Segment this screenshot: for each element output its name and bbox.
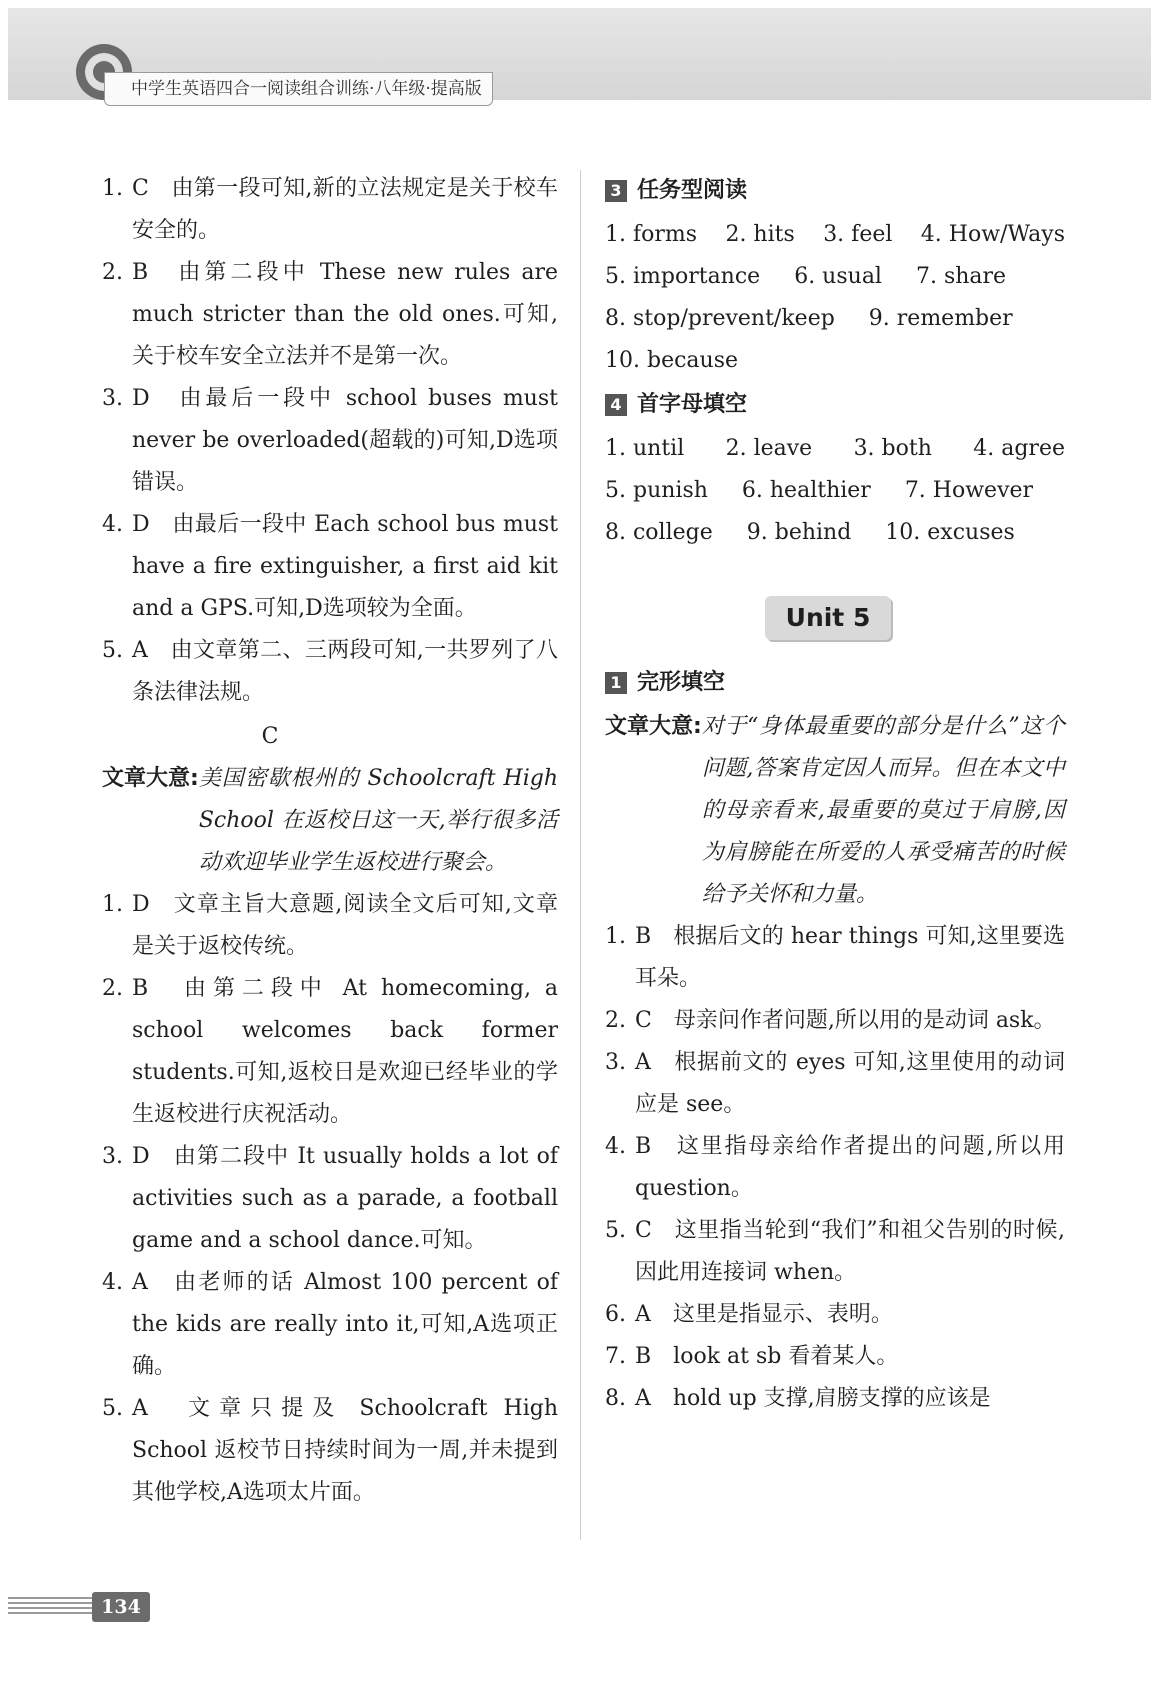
section-4-heading <box>605 382 1065 428</box>
answer-number: 4. <box>605 1134 626 1159</box>
answer-text: A hold up 支撑,肩膀支撑的应该是 <box>635 1386 991 1411</box>
book-title: 中学生英语四合一阅读组合训练·八年级·提高版 <box>104 72 493 106</box>
answer-word: 3. both <box>853 436 932 461</box>
answer-word: 9. remember <box>868 306 1013 331</box>
answer-text: B 这里指母亲给作者提出的问题,所以用 question。 <box>635 1134 1065 1201</box>
answer-row <box>605 428 1065 470</box>
answer-number: 8. <box>605 1386 626 1411</box>
answer-text: B look at sb 看着某人。 <box>635 1344 899 1369</box>
answer-word: 1. until <box>605 436 685 461</box>
unit5-summary <box>605 706 1065 916</box>
summary-label: 文章大意: <box>605 714 702 739</box>
answer-text: A 由老师的话 Almost 100 percent of the kids are really into it,可知,A选项正确。 <box>132 1270 558 1379</box>
answer-item <box>605 1336 1065 1378</box>
answer-word: 7. share <box>915 264 1007 289</box>
summary-label: 文章大意: <box>102 766 199 791</box>
answer-number: 5. <box>102 638 123 663</box>
answer-text: A 由文章第二、三两段可知,一共罗列了八条法律法规。 <box>132 638 558 705</box>
answer-word: 2. hits <box>725 222 795 247</box>
answer-word: 10. excuses <box>885 520 1015 545</box>
answer-number: 5. <box>605 1218 626 1243</box>
answer-item <box>102 968 558 1136</box>
answer-word: 6. usual <box>794 264 882 289</box>
answer-text: B 由第二段中 These new rules are much stricter than the old ones.可知,关于校车安全立法并不是第一次。 <box>132 260 558 369</box>
answer-word: 5. importance <box>605 264 761 289</box>
page-number: 134 <box>92 1592 150 1622</box>
cloze-answers <box>605 916 1065 1420</box>
answer-item <box>605 1294 1065 1336</box>
section-title: 首字母填空 <box>637 392 748 417</box>
answer-text: B 由第二段中 At homecoming, a school welcomes back former students.可知,返校日是欢迎已经毕业的学生返校进行庆祝活动。 <box>132 976 558 1127</box>
answer-item <box>605 1000 1065 1042</box>
answer-number: 7. <box>605 1344 626 1369</box>
section-3-heading <box>605 168 1065 214</box>
answer-row <box>605 512 1065 554</box>
right-column <box>605 168 1065 1420</box>
answer-number: 1. <box>605 924 626 949</box>
answer-row <box>605 214 1065 256</box>
answer-text: B 根据后文的 hear things 可知,这里要选耳朵。 <box>635 924 1065 991</box>
answer-word: 3. feel <box>823 222 893 247</box>
answer-word: 8. stop/prevent/keep <box>605 306 835 331</box>
answer-text: C 由第一段可知,新的立法规定是关于校车安全的。 <box>132 176 558 243</box>
answer-row <box>605 298 1065 340</box>
section-3-answers <box>605 214 1065 382</box>
answer-word: 5. punish <box>605 478 708 503</box>
column-divider <box>580 170 581 1540</box>
answer-item <box>102 1262 558 1388</box>
answer-word: 10. because <box>605 348 738 373</box>
part-b-answers <box>102 168 558 714</box>
answer-item <box>605 1042 1065 1126</box>
unit-badge: Unit 5 <box>765 596 891 640</box>
answer-text: D 由第二段中 It usually holds a lot of activities such as a parade, a football game and a school dance.可知。 <box>132 1144 558 1253</box>
summary-text: 美国密歇根州的 Schoolcraft High School 在返校日这一天,举行很多活动欢迎毕业学生返校进行聚会。 <box>198 766 558 875</box>
answer-row <box>605 340 1065 382</box>
answer-item <box>102 168 558 252</box>
answer-text: A 这里是指显示、表明。 <box>635 1302 893 1327</box>
answer-number: 3. <box>605 1050 626 1075</box>
answer-item <box>605 1378 1065 1420</box>
answer-row <box>605 470 1065 512</box>
section-title: 完形填空 <box>637 670 726 695</box>
answer-number: 4. <box>102 1270 123 1295</box>
answer-number: 2. <box>102 260 123 285</box>
answer-item <box>102 378 558 504</box>
answer-item <box>102 630 558 714</box>
answer-item <box>605 1126 1065 1210</box>
section-number: 3 <box>605 180 627 202</box>
answer-row <box>605 256 1065 298</box>
answer-item <box>102 884 558 968</box>
answer-number: 3. <box>102 386 123 411</box>
answer-text: C 这里指当轮到“我们”和祖父告别的时候,因此用连接词 when。 <box>635 1218 1065 1285</box>
answer-text: A 根据前文的 eyes 可知,这里使用的动词应是 see。 <box>635 1050 1065 1117</box>
answer-number: 2. <box>102 976 123 1001</box>
answer-number: 2. <box>605 1008 626 1033</box>
section-number: 4 <box>605 394 627 416</box>
answer-item <box>605 916 1065 1000</box>
answer-item <box>102 504 558 630</box>
answer-word: 4. How/Ways <box>920 222 1065 247</box>
part-c-answers <box>102 884 558 1514</box>
answer-word: 1. forms <box>605 222 698 247</box>
answer-number: 6. <box>605 1302 626 1327</box>
answer-text: A 文章只提及 Schoolcraft High School 返校节日持续时间为一周,并未提到其他学校,A选项太片面。 <box>132 1396 558 1505</box>
answer-item <box>102 1388 558 1514</box>
answer-number: 1. <box>102 176 123 201</box>
answer-word: 4. agree <box>973 436 1065 461</box>
section-1-heading <box>605 660 1065 706</box>
part-c-letter: C <box>261 724 279 749</box>
answer-item <box>102 252 558 378</box>
answer-word: 9. behind <box>746 520 852 545</box>
summary-text: 对于“身体最重要的部分是什么”这个问题,答案肯定因人而异。但在本文中的母亲看来,最重要的莫过于肩膀,因为肩膀能在所爱的人承受痛苦的时候给予关怀和力量。 <box>701 714 1065 907</box>
answer-word: 7. However <box>904 478 1034 503</box>
answer-text: D 由最后一段中 school buses must never be overloaded(超载的)可知,D选项错误。 <box>132 386 558 495</box>
section-4-answers <box>605 428 1065 554</box>
answer-number: 5. <box>102 1396 123 1421</box>
answer-item <box>605 1210 1065 1294</box>
left-column <box>102 168 558 1514</box>
answer-number: 1. <box>102 892 123 917</box>
answer-number: 4. <box>102 512 123 537</box>
answer-text: D 文章主旨大意题,阅读全文后可知,文章是关于返校传统。 <box>132 892 558 959</box>
part-c-summary <box>102 758 558 884</box>
answer-text: D 由最后一段中 Each school bus must have a fire extinguisher, a first aid kit and a GPS.可知,D选项较为全面。 <box>132 512 558 621</box>
section-title: 任务型阅读 <box>637 178 748 203</box>
answer-word: 8. college <box>605 520 713 545</box>
answer-item <box>102 1136 558 1262</box>
answer-word: 6. healthier <box>741 478 871 503</box>
answer-word: 2. leave <box>725 436 813 461</box>
section-number: 1 <box>605 672 627 694</box>
answer-number: 3. <box>102 1144 123 1169</box>
page-number-lines <box>8 1597 92 1617</box>
answer-text: C 母亲问作者问题,所以用的是动词 ask。 <box>635 1008 1056 1033</box>
